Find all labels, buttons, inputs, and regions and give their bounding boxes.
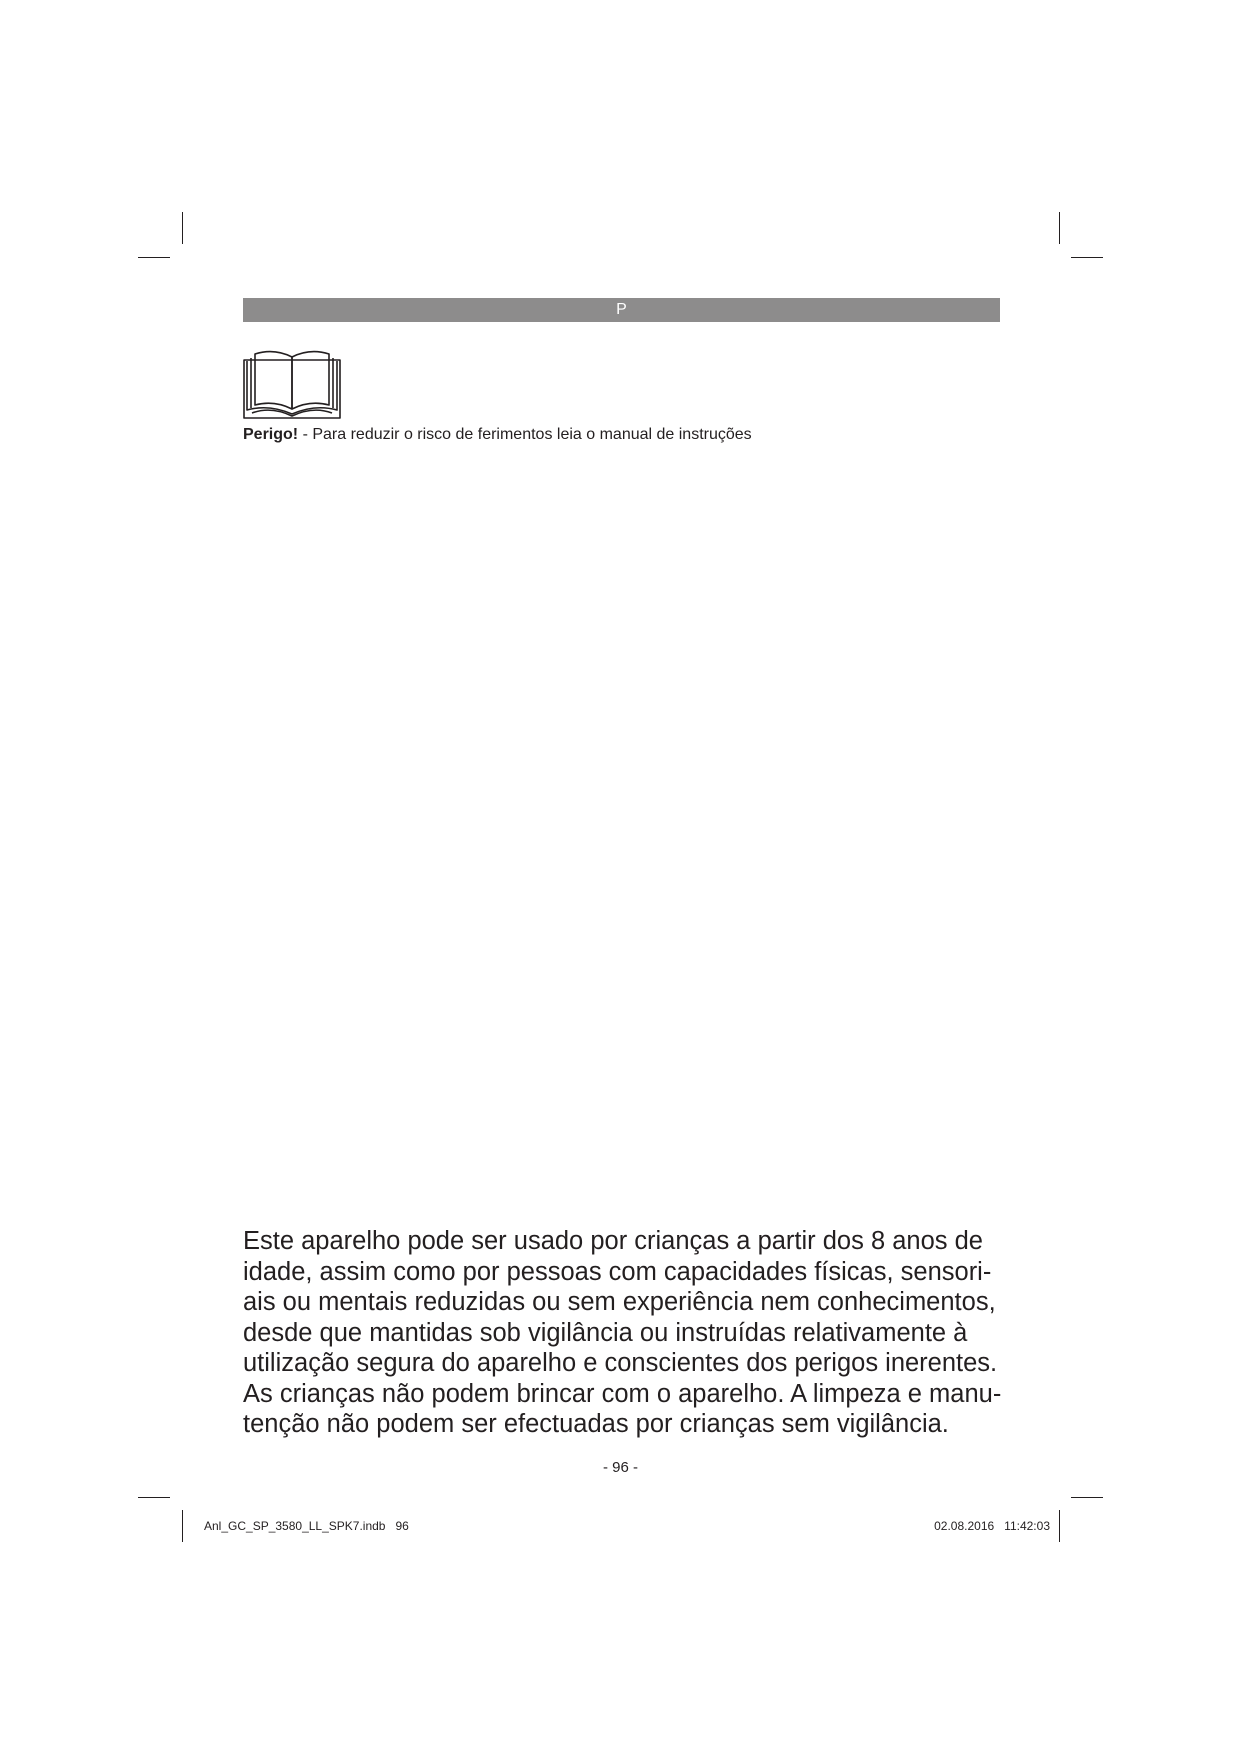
paragraph-line: As crianças não podem brincar com o aparelho. A limpeza e manu- <box>243 1379 1002 1408</box>
paragraph-line: tenção não podem ser efectuadas por crianças sem vigilância. <box>243 1410 949 1438</box>
crop-mark-top-left-vertical <box>182 212 183 244</box>
crop-mark-top-right-vertical <box>1059 212 1060 244</box>
crop-mark-bottom-left-horizontal <box>138 1497 170 1498</box>
language-code: P <box>616 301 627 318</box>
warning-text: - Para reduzir o risco de ferimentos leia o manual de instruções <box>298 426 752 443</box>
warning-line <box>243 425 752 445</box>
paragraph-line: utilização segura do aparelho e conscientes dos perigos inerentes. <box>243 1349 998 1377</box>
language-header-bar <box>243 298 1000 322</box>
open-book-icon <box>243 347 341 419</box>
paragraph-line: idade, assim como por pessoas com capacidades físicas, sensori- <box>243 1257 992 1286</box>
page-number: - 96 - <box>602 1459 638 1476</box>
paragraph-line: ais ou mentais reduzidas ou sem experiência nem conhecimentos, <box>243 1288 996 1316</box>
warning-label: Perigo! <box>243 426 299 443</box>
crop-mark-top-right-horizontal <box>1071 257 1103 258</box>
crop-mark-bottom-left-vertical <box>182 1510 183 1542</box>
crop-mark-top-left-horizontal <box>138 257 170 258</box>
print-timestamp: 02.08.2016 11:42:03 <box>934 1519 1050 1533</box>
crop-mark-bottom-right-vertical <box>1059 1510 1060 1542</box>
paragraph-line: Este aparelho pode ser usado por crianças a partir dos 8 anos de <box>243 1227 983 1255</box>
safety-paragraph <box>243 1226 1003 1440</box>
file-slug: Anl_GC_SP_3580_LL_SPK7.indb 96 <box>204 1519 409 1533</box>
paragraph-line: desde que mantidas sob vigilância ou instruídas relativamente à <box>243 1318 968 1347</box>
crop-mark-bottom-right-horizontal <box>1071 1497 1103 1498</box>
